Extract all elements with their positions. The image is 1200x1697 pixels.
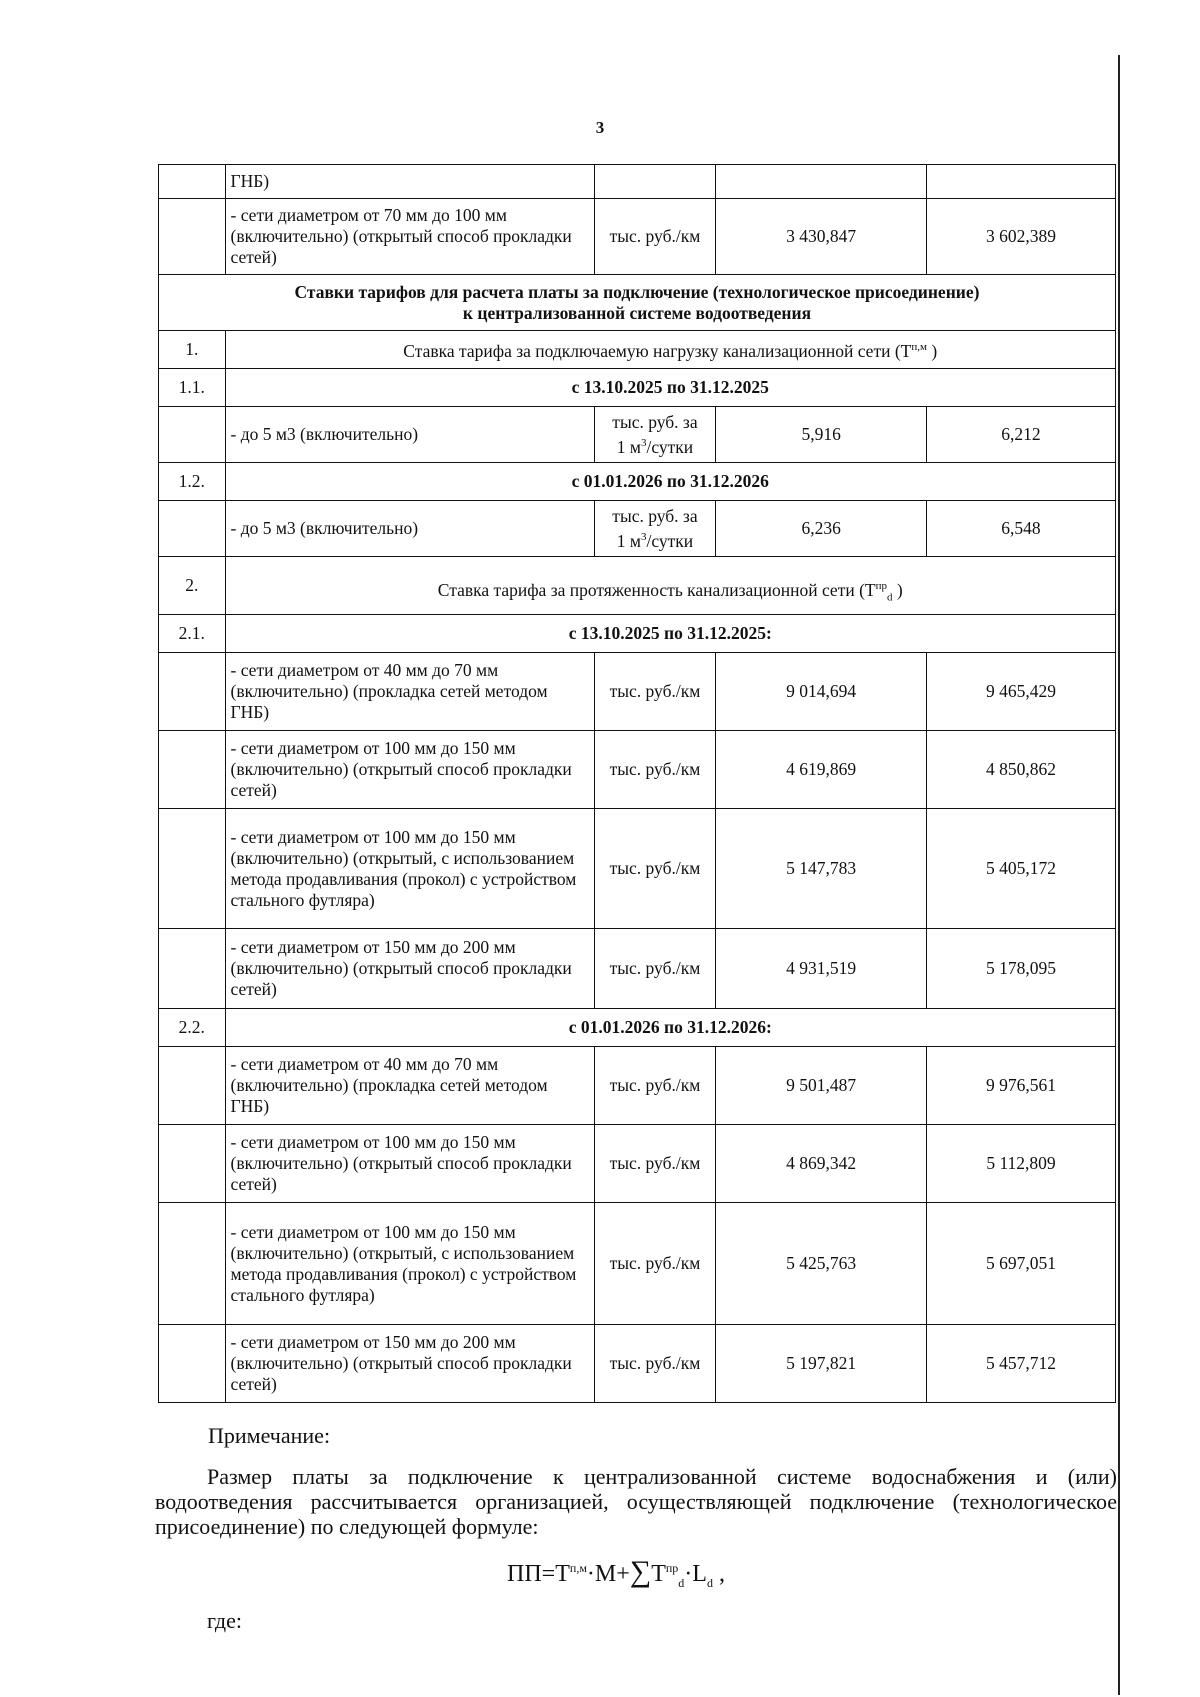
row-number-cell [159,1125,226,1203]
value-2026-cell: 9 976,561 [926,1047,1115,1125]
page-edge-line [1118,55,1120,1695]
row-number-cell [159,731,226,809]
rate-title-close: ) [896,579,903,600]
value-2025-cell [716,165,927,199]
value-2026-cell: 5 112,809 [926,1125,1115,1203]
value-2026-cell: 5 457,712 [926,1325,1115,1403]
formula-lhs: ПП [507,1561,542,1587]
formula-l: L [692,1561,707,1587]
rate-symbol: Т [864,579,876,600]
formula-equals: = [541,1561,556,1587]
value-2025-cell: 9 014,694 [716,653,927,731]
rate-title-text: Ставка тарифа за подключаемую нагрузку канализационной сети ( [403,340,901,361]
value-2026-cell: 5 405,172 [926,809,1115,929]
value-2026-cell: 4 850,862 [926,731,1115,809]
section-header-row [159,275,1116,331]
rate-symbol-sup: пр [875,579,888,592]
period-row [159,369,1116,407]
row-number-cell [159,1203,226,1325]
description-cell: - сети диаметром от 70 мм до 100 мм (включительно) (открытый способ прокладки сетей) [225,199,594,275]
value-2025-cell: 9 501,487 [716,1047,927,1125]
formula-t2: Т [651,1561,666,1587]
unit-cell: тыс. руб./км [594,809,716,929]
description-cell: - сети диаметром от 100 мм до 150 мм (включительно) (открытый способ прокладки сетей) [225,731,594,809]
section-title-line-2: к централизованной системе водоотведения [462,302,812,323]
description-cell: - сети диаметром от 40 мм до 70 мм (включительно) (прокладка сетей методом ГНБ) [225,1047,594,1125]
value-2025-cell: 4 619,869 [716,731,927,809]
formula-plus: + [616,1561,630,1587]
table-row [159,165,1116,199]
row-number-cell [159,501,226,557]
value-2026-cell: 6,548 [926,501,1115,557]
description-cell: - сети диаметром от 100 мм до 150 мм (включительно) (открытый, с использованием метода продавливания (прокол) с устройством стального футляра) [225,809,594,929]
unit-cell: тыс. руб./км [594,653,716,731]
row-number-cell: 2.1. [159,615,226,653]
rate-title-text: Ставка тарифа за протяженность канализационной сети ( [437,579,865,600]
table-row [159,929,1116,1009]
rate-symbol-sub: d [887,591,893,603]
formula-t-sup: п,м [569,1561,587,1575]
formula-l-sub: d [706,1575,713,1590]
period-label: с 13.10.2025 по 31.12.2025: [225,615,1116,653]
unit-cell: тыс. руб./км [594,199,716,275]
unit-cell: тыс. руб./км [594,929,716,1009]
value-2025-cell: 4 869,342 [716,1125,927,1203]
description-cell: ГНБ) [225,165,594,199]
value-2026-cell: 9 465,429 [926,653,1115,731]
value-2026-cell: 6,212 [926,407,1115,463]
unit-cell: тыс. руб./км [594,1125,716,1203]
unit-cell: тыс. руб./км [594,1203,716,1325]
unit-line-2-end: /сутки [646,436,694,457]
rate-header-row [159,557,1116,615]
value-2025-cell: 4 931,519 [716,929,927,1009]
formula-t: Т [555,1561,570,1587]
description-cell: - сети диаметром от 100 мм до 150 мм (включительно) (открытый, с использованием метода продавливания (прокол) с устройством стального футляра) [225,1203,594,1325]
formula-dot: · [586,1561,595,1587]
unit-line-1: тыс. руб. за [612,411,698,432]
value-2026-cell: 5 178,095 [926,929,1115,1009]
row-number-cell: 1.2. [159,463,226,501]
formula-m: M [594,1561,617,1587]
description-cell: - до 5 м3 (включительно) [225,407,594,463]
row-number-cell: 1.1. [159,369,226,407]
period-row [159,463,1116,501]
row-number-cell [159,1047,226,1125]
row-number-cell [159,653,226,731]
table-row [159,653,1116,731]
formula-t2-sub: d [678,1575,685,1590]
value-2025-cell: 5 425,763 [716,1203,927,1325]
description-cell: - сети диаметром от 100 мм до 150 мм (включительно) (открытый способ прокладки сетей) [225,1125,594,1203]
value-2025-cell: 5 147,783 [716,809,927,929]
table-row [159,407,1116,463]
unit-line-2-end: /сутки [646,530,694,551]
formula-dot: · [684,1561,693,1587]
value-2026-cell: 5 697,051 [926,1203,1115,1325]
table-row [159,1325,1116,1403]
rate-title-cell [225,557,1116,615]
formula-t2-sup: пр [665,1561,679,1575]
period-label: с 13.10.2025 по 31.12.2025 [225,369,1116,407]
note-paragraph: Размер платы за подключение к централизованной системе водоснабжения и (или) водоотведения рассчитывается организацией, осуществляющей подключение (технологическое присоединение) по следующей формуле: [155,1464,1117,1539]
where-label: где: [207,1608,242,1633]
tariff-table [158,164,1116,1403]
row-number-cell [159,1325,226,1403]
row-number-cell: 2. [159,557,226,615]
period-row [159,1009,1116,1047]
row-number-cell [159,809,226,929]
formula-comma: , [718,1561,725,1587]
period-label: с 01.01.2026 по 31.12.2026: [225,1009,1116,1047]
unit-line-2: 1 м [616,436,641,457]
unit-line-2: 1 м [616,530,641,551]
table-row [159,501,1116,557]
rate-title-cell [225,331,1116,369]
unit-sup: 3 [640,530,647,543]
table-row [159,809,1116,929]
section-title-line-1: Ставки тарифов для расчета платы за подключение (технологическое присоединение) [294,281,980,302]
payment-formula [507,1555,725,1591]
row-number-cell: 2.2. [159,1009,226,1047]
row-number-cell [159,199,226,275]
description-cell: - сети диаметром от 150 мм до 200 мм (включительно) (открытый способ прокладки сетей) [225,1325,594,1403]
description-cell: - сети диаметром от 40 мм до 70 мм (включительно) (прокладка сетей методом ГНБ) [225,653,594,731]
description-cell: - сети диаметром от 150 мм до 200 мм (включительно) (открытый способ прокладки сетей) [225,929,594,1009]
table-row [159,1047,1116,1125]
unit-cell [594,501,716,557]
value-2026-cell [926,165,1115,199]
row-number-cell [159,165,226,199]
row-number-cell [159,407,226,463]
table-row [159,731,1116,809]
rate-symbol: Т [900,340,912,361]
unit-cell: тыс. руб./км [594,1047,716,1125]
unit-cell [594,165,716,199]
value-2025-cell: 5 197,821 [716,1325,927,1403]
rate-symbol-sup: п,м [911,341,927,354]
period-label: с 01.01.2026 по 31.12.2026 [225,463,1116,501]
unit-cell: тыс. руб./км [594,1325,716,1403]
value-2025-cell: 5,916 [716,407,927,463]
note-title: Примечание: [208,1423,331,1448]
formula-sum: ∑ [629,1555,652,1588]
value-2025-cell: 6,236 [716,501,927,557]
value-2026-cell: 3 602,389 [926,199,1115,275]
row-number-cell [159,929,226,1009]
page-number: 3 [595,118,605,137]
table-row [159,1203,1116,1325]
section-title [159,275,1116,331]
unit-cell: тыс. руб./км [594,731,716,809]
description-cell: - до 5 м3 (включительно) [225,501,594,557]
unit-line-1: тыс. руб. за [612,505,698,526]
row-number-cell: 1. [159,331,226,369]
table-row [159,1125,1116,1203]
rate-title-close: ) [931,340,938,361]
unit-cell [594,407,716,463]
unit-sup: 3 [640,436,647,449]
table-row [159,199,1116,275]
rate-header-row [159,331,1116,369]
value-2025-cell: 3 430,847 [716,199,927,275]
period-row [159,615,1116,653]
